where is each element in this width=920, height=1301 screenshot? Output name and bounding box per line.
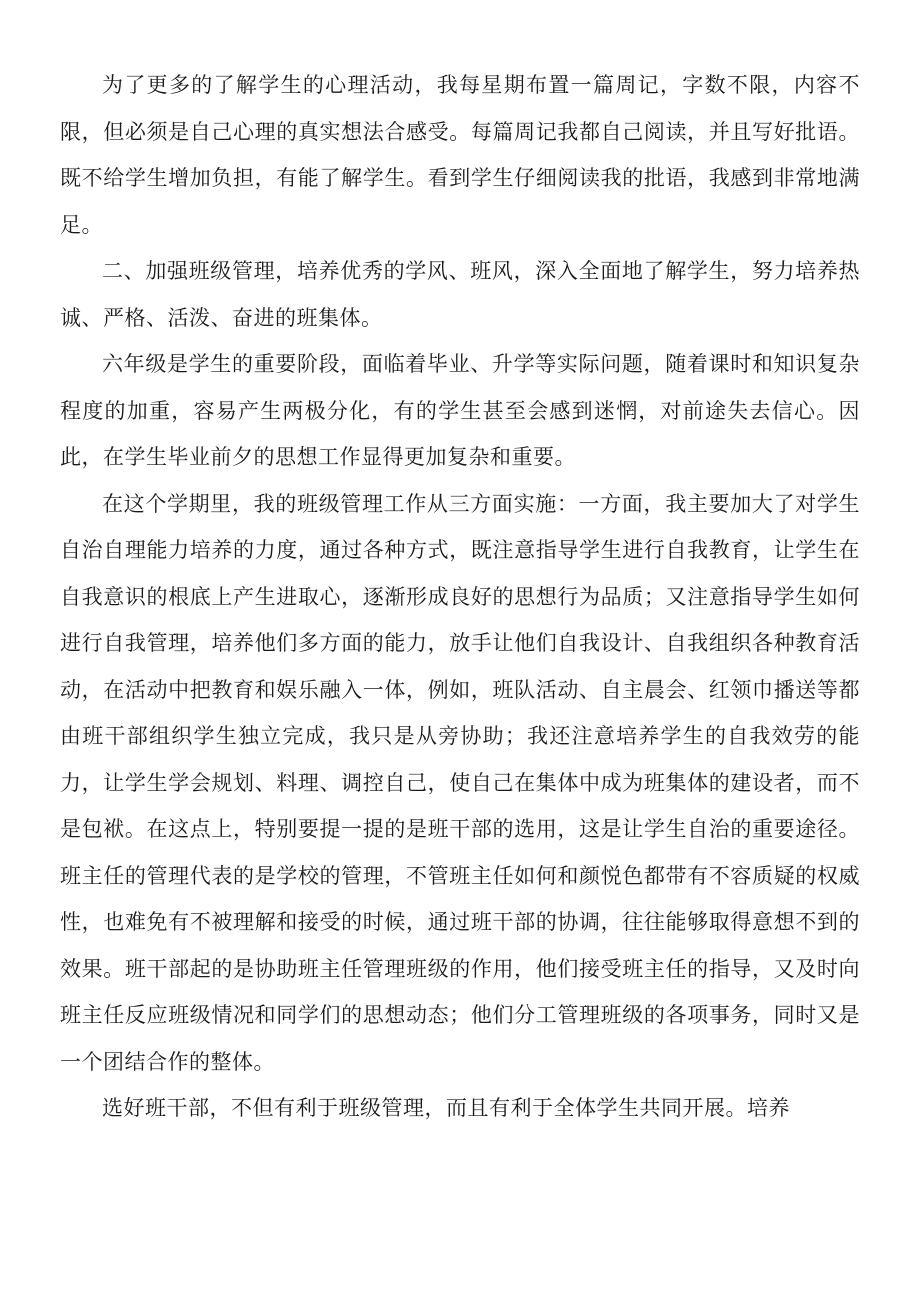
paragraph-section-two-heading: 二、加强班级管理，培养优秀的学风、班风，深入全面地了解学生，努力培养热诚、严格、活泼、奋进的班集体。: [60, 259, 860, 330]
document-body: [60, 62, 860, 1132]
paragraph-class-management: 在这个学期里，我的班级管理工作从三方面实施：一方面，我主要加大了对学生自治自理能力培养的力度，通过各种方式，既注意指导学生进行自我教育，让学生在自我意识的根底上产生进取心，逐渐形成良好的思想行为品质；又注意指导学生如何进行自我管理，培养他们多方面的能力，放手让他们自我设计、自我组织各种教育活动，在活动中把教育和娱乐融入一体，例如，班队活动、自主晨会、红领巾播送等都由班干部组织学生独立完成，我只是从旁协助；我还注意培养学生的自我效劳的能力，让学生学会规划、料理、调控自己，使自己在集体中成为班集体的建设者，而不是包袱。在这点上，特别要提一提的是班干部的选用，这是让学生自治的重要途径。班主任的管理代表的是学校的管理，不管班主任如何和颜悦色都带有不容质疑的权威性，也难免有不被理解和接受的时候，通过班干部的协调，往往能够取得意想不到的效果。班干部起的是协助班主任管理班级的作用，他们接受班主任的指导，又及时向班主任反应班级情况和同学们的思想动态；他们分工管理班级的各项事务，同时又是一个团结合作的整体。: [60, 491, 860, 1074]
paragraph-grade-six: 六年级是学生的重要阶段，面临着毕业、升学等实际问题，随着课时和知识复杂程度的加重，容易产生两极分化，有的学生甚至会感到迷惘，对前途失去信心。因此，在学生毕业前夕的思想工作显得更加复杂和重要。: [60, 352, 860, 469]
paragraph-weekly-journal: 为了更多的了解学生的心理活动，我每星期布置一篇周记，字数不限，内容不限，但必须是自己心理的真实想法合感受。每篇周记我都自己阅读，并且写好批语。既不给学生增加负担，有能了解学生。看到学生仔细阅读我的批语，我感到非常地满足。: [60, 73, 860, 237]
paragraph-class-cadres: 选好班干部，不但有利于班级管理，而且有利于全体学生共同开展。培养: [102, 1096, 790, 1120]
